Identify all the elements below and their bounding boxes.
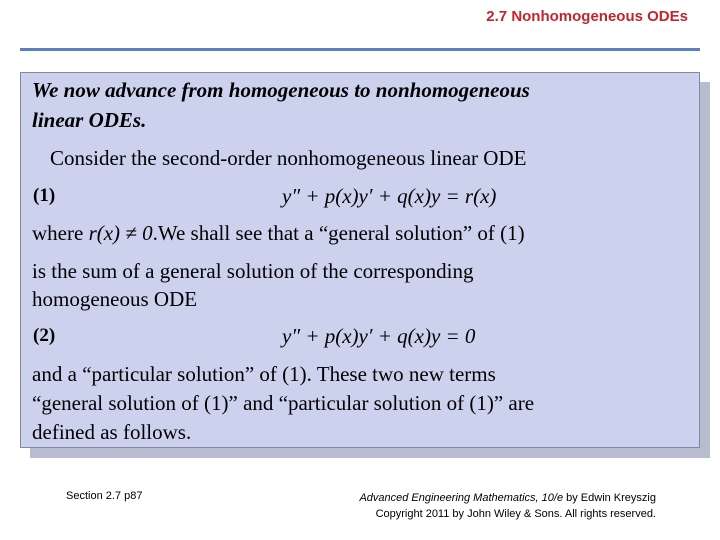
where-line <box>32 221 525 245</box>
equation-2-label: (2) <box>33 325 56 346</box>
where-expression: r(x) ≠ 0 <box>88 221 153 245</box>
and-line-2: “general solution of (1)” and “particular solution of (1)” are <box>32 391 535 415</box>
where-suffix: .We shall see that a “general solution” of (1) <box>152 221 525 245</box>
intro-line-1: We now advance from homogeneous to nonhomogeneous <box>32 78 530 102</box>
footer-book-title: Advanced Engineering Mathematics, 10/e <box>359 492 564 504</box>
intro-line-2: linear ODEs. <box>32 108 147 132</box>
footer-book-line <box>359 490 656 506</box>
sum-line-1: is the sum of a general solution of the corresponding <box>32 259 474 283</box>
equation-1-label: (1) <box>33 185 56 206</box>
footer-section: Section 2.7 p87 <box>66 490 143 502</box>
footer-book-author: by Edwin Kreyszig <box>563 492 656 504</box>
and-line-3: defined as follows. <box>32 420 192 444</box>
slide-title: 2.7 Nonhomogeneous ODEs <box>486 8 688 25</box>
where-prefix: where <box>32 221 89 245</box>
consider-text: Consider the second-order nonhomogeneous linear ODE <box>50 146 527 170</box>
footer-citation <box>359 490 656 522</box>
footer-copyright: Copyright 2011 by John Wiley & Sons. All rights reserved. <box>375 508 656 520</box>
equation-2: y″ + p(x)y′ + q(x)y = 0 <box>282 324 476 348</box>
and-line-1: and a “particular solution” of (1). These two new terms <box>32 362 496 386</box>
title-rule <box>20 48 700 51</box>
equation-1: y″ + p(x)y′ + q(x)y = r(x) <box>282 184 497 208</box>
sum-line-2: homogeneous ODE <box>32 287 198 311</box>
